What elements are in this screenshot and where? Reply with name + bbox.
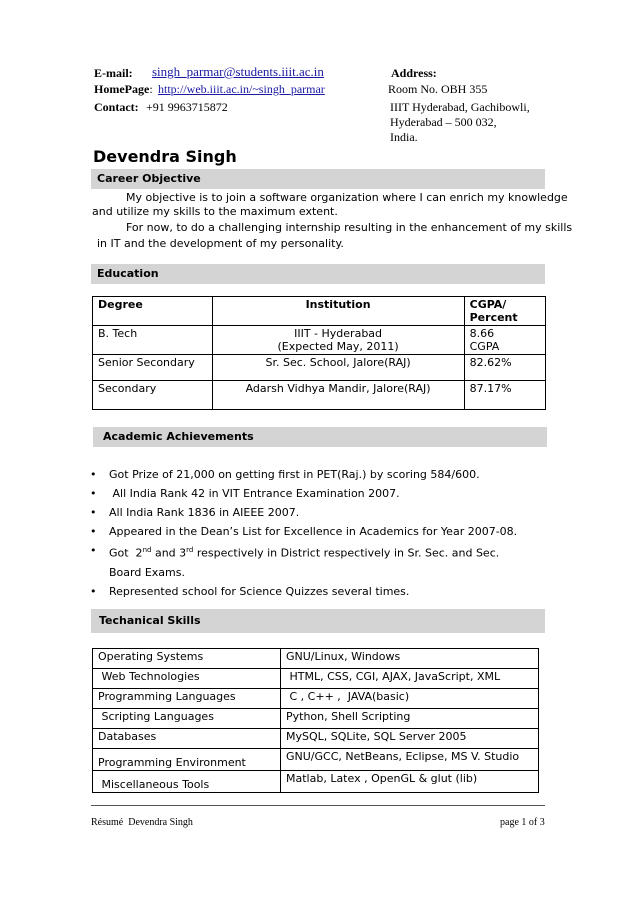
bullet-icon: •	[90, 506, 97, 519]
contact-label: Contact:	[94, 100, 139, 114]
career-line-2: and utilize my skills to the maximum extent.	[92, 205, 338, 218]
table-row	[93, 729, 539, 749]
skills-heading-band	[91, 609, 545, 633]
score-cell: 87.17%	[464, 381, 545, 410]
list-item: • All India Rank 1836 in AIEEE 2007.	[90, 503, 517, 522]
list-item-continuation: Board Exams.	[109, 565, 185, 579]
skill-category: Miscellaneous Tools	[93, 771, 281, 793]
career-objective-heading-band	[91, 169, 545, 189]
skill-value: Python, Shell Scripting	[281, 709, 539, 729]
score-unit: CGPA	[469, 340, 500, 353]
table-row	[93, 649, 539, 669]
address-line-3: Hyderabad – 500 032,	[390, 115, 497, 129]
candidate-name: Devendra Singh	[93, 147, 237, 166]
career-objective-heading: Career Objective	[97, 172, 201, 185]
institution-cell: Sr. Sec. School, Jalore(RAJ)	[212, 355, 464, 381]
skill-category: Operating Systems	[93, 649, 281, 669]
cgpa-header: CGPA/	[469, 298, 507, 311]
table-row	[93, 689, 539, 709]
career-line-1: My objective is to join a software organization where I can enrich my knowledge	[126, 191, 568, 204]
skills-table	[92, 648, 539, 793]
email-label: E-mail	[94, 66, 129, 80]
skill-value: GNU/GCC, NetBeans, Eclipse, MS V. Studio	[281, 749, 539, 771]
skill-value: HTML, CSS, CGI, AJAX, JavaScript, XML	[281, 669, 539, 689]
degree-cell: B. Tech	[93, 326, 213, 355]
homepage-row: HomePage:	[94, 82, 153, 96]
education-heading: Education	[97, 267, 159, 280]
skill-category: Programming Environment	[93, 749, 281, 771]
bullet-icon: •	[90, 525, 97, 538]
skill-value: C , C++ , JAVA(basic)	[281, 689, 539, 709]
address-label: Address:	[391, 66, 437, 80]
degree-cell: Secondary	[93, 381, 213, 410]
table-row	[93, 326, 546, 355]
institution-header: Institution	[305, 298, 371, 311]
homepage-label: HomePage	[94, 82, 150, 96]
institution-cell: Adarsh Vidhya Mandir, Jalore(RAJ)	[212, 381, 464, 410]
institution-note: (Expected May, 2011)	[277, 340, 399, 353]
skill-category: Programming Languages	[93, 689, 281, 709]
table-row	[93, 381, 546, 410]
address-line-1: Room No. OBH 355	[388, 82, 488, 96]
bullet-icon: •	[90, 584, 97, 598]
list-item: • Appeared in the Dean’s List for Excellence in Academics for Year 2007-08.	[90, 522, 517, 541]
address-line-2: IIIT Hyderabad, Gachibowli,	[390, 100, 530, 114]
address-line-4: India.	[390, 130, 418, 144]
skill-value: GNU/Linux, Windows	[281, 649, 539, 669]
skill-category: Web Technologies	[93, 669, 281, 689]
score-cell: 8.66	[469, 327, 495, 340]
table-row	[93, 771, 539, 793]
footer-page-number: page 1 of 3	[500, 817, 545, 828]
list-item: • Got Prize of 21,000 on getting first in PET(Raj.) by scoring 584/600.	[90, 465, 517, 484]
skill-category: Databases	[93, 729, 281, 749]
phone-number: +91 9963715872	[146, 100, 228, 114]
percent-header: Percent	[469, 311, 518, 324]
list-item: • Got 2nd and 3rd respectively in District respectively in Sr. Sec. and Sec.	[90, 541, 517, 563]
skill-value: Matlab, Latex , OpenGL & glut (lib)	[281, 771, 539, 793]
table-row	[93, 749, 539, 771]
degree-cell: Senior Secondary	[93, 355, 213, 381]
score-cell: 82.62%	[464, 355, 545, 381]
bullet-icon: •	[90, 487, 97, 500]
career-line-3: For now, to do a challenging internship resulting in the enhancement of my skills	[126, 221, 573, 234]
education-heading-band	[91, 264, 545, 284]
institution-cell: IIIT - Hyderabad	[294, 327, 383, 340]
career-line-4: in IT and the development of my personality.	[97, 237, 344, 250]
skills-heading: Techanical Skills	[99, 614, 201, 627]
table-row	[93, 709, 539, 729]
achievements-heading: Academic Achievements	[103, 430, 254, 443]
list-item: • All India Rank 42 in VIT Entrance Examination 2007.	[90, 484, 517, 503]
bullet-icon: •	[90, 468, 97, 481]
table-row	[93, 355, 546, 381]
list-item: • Represented school for Science Quizzes several times.	[90, 582, 517, 601]
table-header-row	[93, 297, 546, 326]
degree-header: Degree	[98, 298, 143, 311]
homepage-link[interactable]: http://web.iiit.ac.in/~singh_parmar	[158, 82, 325, 96]
bullet-icon: •	[90, 544, 97, 557]
table-row	[93, 669, 539, 689]
skill-value: MySQL, SQLite, SQL Server 2005	[281, 729, 539, 749]
email-row: E-mail:	[94, 66, 133, 80]
achievements-heading-band	[93, 427, 547, 447]
footer-left: Résumé Devendra Singh	[91, 817, 193, 828]
footer-divider	[91, 805, 545, 806]
email-link[interactable]: singh_parmar@students.iiit.ac.in	[152, 64, 324, 79]
skill-category: Scripting Languages	[93, 709, 281, 729]
achievements-list	[90, 465, 517, 601]
education-table	[92, 296, 546, 410]
